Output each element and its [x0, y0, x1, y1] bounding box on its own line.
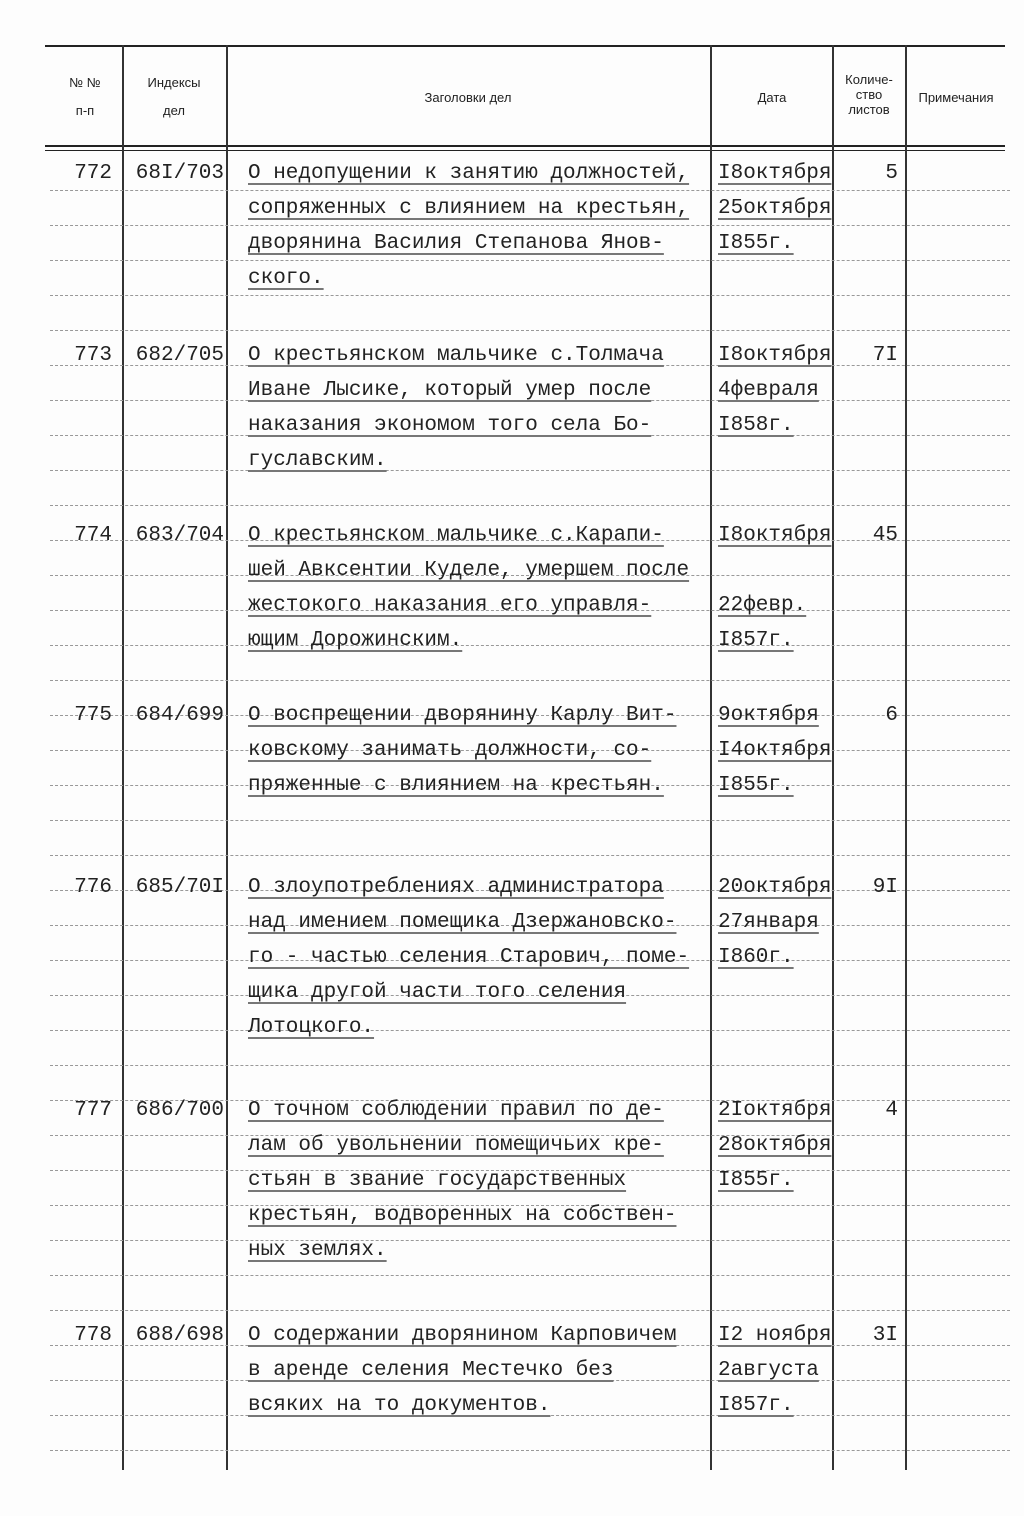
ruled-line [50, 820, 1010, 822]
date-line: 27января [718, 911, 819, 934]
date-line: I857г. [718, 629, 794, 652]
entry-sheet-count: 6 [885, 704, 898, 727]
header-count-label: ство [855, 87, 883, 102]
ruled-line [50, 1310, 1010, 1312]
date-line: 4февраля [718, 379, 819, 402]
header-index [124, 75, 224, 119]
ruled-line [50, 680, 1010, 682]
date-line: I8октября [718, 524, 832, 547]
title-line: стьян в звание государственных [248, 1169, 627, 1192]
entry-index: 684/699 [135, 704, 224, 727]
entry-dates [718, 338, 831, 443]
date-line: 2августа [718, 1359, 819, 1382]
title-line: ского. [248, 267, 324, 290]
entry-index: 685/70I [135, 876, 224, 899]
entry-sheet-count: 3I [872, 1324, 898, 1347]
date-line: I8октября [718, 162, 832, 185]
date-line: I858г. [718, 414, 794, 437]
entry-title [248, 870, 728, 1045]
date-line [718, 553, 831, 588]
title-line: ных землях. [248, 1239, 387, 1262]
title-line: Иване Лысике, который умер после [248, 379, 652, 402]
header-count-label: листов [848, 102, 890, 117]
entry-number: 775 [74, 704, 112, 727]
entry-dates [718, 1318, 831, 1423]
header-count-label: Количе- [845, 72, 893, 87]
title-line: жестокого наказания его управля- [248, 594, 652, 617]
date-line: 20октября [718, 876, 832, 899]
ruled-line [50, 505, 1010, 507]
title-line: О воспрещении дворянину Карлу Вит- [248, 704, 677, 727]
ruled-line [50, 1275, 1010, 1277]
date-line: I855г. [718, 1169, 794, 1192]
entry-number: 774 [74, 524, 112, 547]
header-number [50, 75, 120, 119]
title-line: О злоупотреблениях администратора [248, 876, 664, 899]
title-line: О недопущении к занятию должностей, [248, 162, 690, 185]
title-line: ющим Дорожинским. [248, 629, 463, 652]
header-double-border [45, 150, 1005, 151]
date-line: I8октября [718, 344, 832, 367]
ruled-line [50, 855, 1010, 857]
title-line: щика другой части того селения [248, 981, 627, 1004]
date-line: I855г. [718, 232, 794, 255]
date-line: 22февр. [718, 594, 807, 617]
column-divider [905, 45, 907, 1470]
column-divider [832, 45, 834, 1470]
title-line: шей Авксентии Куделе, умершем после [248, 559, 690, 582]
entry-sheet-count: 4 [885, 1099, 898, 1122]
column-divider [226, 45, 228, 1470]
header-number-label: п-п [75, 103, 95, 118]
entry-index: 683/704 [135, 524, 224, 547]
entry-title [248, 338, 728, 478]
date-line: 9октября [718, 704, 819, 727]
entry-dates [718, 518, 831, 658]
title-line: лам об увольнении помещичьих кре- [248, 1134, 664, 1157]
entry-dates [718, 156, 831, 261]
title-line: О содержании дворянином Карповичем [248, 1324, 677, 1347]
title-line: го - частью селения Старович, поме- [248, 946, 690, 969]
date-line: 25октября [718, 197, 832, 220]
entry-title [248, 1093, 728, 1268]
title-line: крестьян, водворенных на собствен- [248, 1204, 677, 1227]
title-line: в аренде селения Местечко без [248, 1359, 614, 1382]
ruled-line [50, 330, 1010, 332]
title-line: О крестьянском мальчике с.Карапи- [248, 524, 664, 547]
entry-sheet-count: 45 [872, 524, 898, 547]
entry-number: 773 [74, 344, 112, 367]
date-line: I855г. [718, 774, 794, 797]
header-title: Заголовки дел [424, 90, 512, 105]
entry-number: 778 [74, 1324, 112, 1347]
entry-sheet-count: 9I [872, 876, 898, 899]
header-count [834, 72, 904, 117]
entry-dates [718, 1093, 831, 1198]
date-line: I2 ноября [718, 1324, 832, 1347]
title-line: Лотоцкого. [248, 1016, 375, 1039]
ruled-line [50, 1065, 1010, 1067]
title-line: наказания экономом того села Бо- [248, 414, 652, 437]
entry-title [248, 518, 728, 658]
date-line: I4октября [718, 739, 832, 762]
title-line: всяких на то документов. [248, 1394, 551, 1417]
entry-index: 688/698 [135, 1324, 224, 1347]
header-index-label: Индексы [147, 75, 201, 90]
entry-number: 776 [74, 876, 112, 899]
date-line: 2Iоктября [718, 1099, 832, 1122]
title-line: ковскому занимать должности, со- [248, 739, 652, 762]
entry-number: 772 [74, 162, 112, 185]
header-notes: Примечания [918, 90, 994, 105]
header-date: Дата [757, 90, 787, 105]
table-top-border [45, 45, 1005, 47]
entry-number: 777 [74, 1099, 112, 1122]
header-bottom-border [45, 145, 1005, 147]
title-line: дворянина Василия Степанова Янов- [248, 232, 664, 255]
date-line: 28октября [718, 1134, 832, 1157]
entry-title [248, 698, 728, 803]
entry-index: 682/705 [135, 344, 224, 367]
date-line: I857г. [718, 1394, 794, 1417]
entry-sheet-count: 7I [872, 344, 898, 367]
title-line: пряженные с влиянием на крестьян. [248, 774, 664, 797]
entry-dates [718, 698, 831, 803]
title-line: сопряженных с влиянием на крестьян, [248, 197, 690, 220]
date-line: I860г. [718, 946, 794, 969]
header-index-label: дел [163, 103, 185, 118]
entry-index: 68I/703 [135, 162, 224, 185]
entry-title [248, 1318, 728, 1423]
entry-index: 686/700 [135, 1099, 224, 1122]
title-line: гуславским. [248, 449, 387, 472]
title-line: О крестьянском мальчике с.Толмача [248, 344, 664, 367]
entry-title [248, 156, 728, 296]
entry-sheet-count: 5 [885, 162, 898, 185]
ruled-line [50, 1450, 1010, 1452]
column-divider [122, 45, 124, 1470]
header-number-label: № № [69, 75, 101, 90]
title-line: над имением помещика Дзержановско- [248, 911, 677, 934]
title-line: О точном соблюдении правил по де- [248, 1099, 664, 1122]
entry-dates [718, 870, 831, 975]
